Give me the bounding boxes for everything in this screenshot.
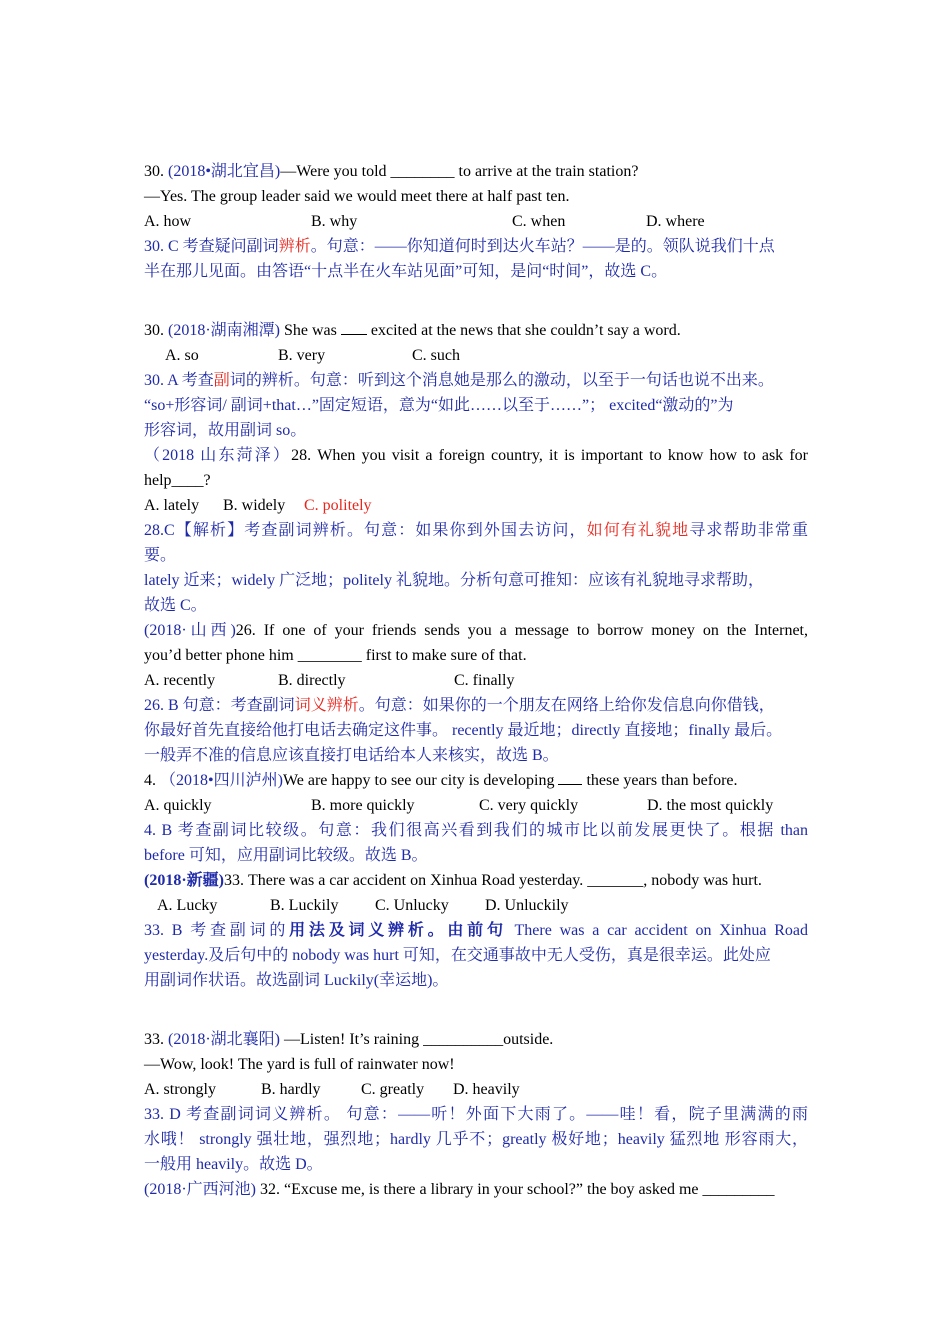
answer-explanation: 你最好首先直接给他打电话去确定这件事。 recently 最近地；directly 直接地；finally 最后。 bbox=[144, 722, 783, 739]
spacer bbox=[144, 284, 808, 318]
option-c: C. politely bbox=[304, 497, 372, 514]
question-stem: —Wow, look! The yard is full of rainwater now! bbox=[144, 1056, 455, 1073]
option-a: A. how bbox=[144, 213, 192, 230]
answer-blank bbox=[341, 320, 367, 335]
option-d: D. heavily bbox=[453, 1081, 520, 1098]
option-c: C. very quickly bbox=[479, 797, 579, 814]
answer-explanation: before 可知，应用副词比较级。故选 B。 bbox=[144, 847, 428, 864]
question-stem: 33. (2018·湖北襄阳) —Listen! It’s raining __________outside. bbox=[144, 1031, 554, 1048]
option-b: B. more quickly bbox=[311, 797, 415, 814]
document-page bbox=[144, 159, 808, 1202]
question-block-4 bbox=[144, 618, 808, 768]
answer-explanation: “so+形容词/ 副词+that…”固定短语，意为“如此……以至于……”； excited“激动的”为 bbox=[144, 397, 734, 414]
spacer bbox=[144, 993, 808, 1027]
option-a: A. Lucky bbox=[157, 897, 218, 914]
option-c: C. finally bbox=[454, 672, 515, 689]
options-row bbox=[144, 1077, 808, 1102]
option-a: A. strongly bbox=[144, 1081, 216, 1098]
answer-explanation: 一般弄不准的信息应该直接打电话给本人来核实，故选 B。 bbox=[144, 747, 559, 764]
answer-explanation: 30. C 考查疑问副词辨析。句意：——你知道何时到达火车站？——是的。领队说我们十点 bbox=[144, 238, 775, 255]
answer-explanation: 26. B 句意：考查副词词义辨析。句意：如果你的一个朋友在网络上给你发信息向你借钱， bbox=[144, 697, 775, 714]
question-block-8 bbox=[144, 1177, 808, 1202]
option-a: A. so bbox=[165, 347, 199, 364]
option-d: D. the most quickly bbox=[647, 797, 774, 814]
option-b: B. hardly bbox=[261, 1081, 321, 1098]
answer-blank bbox=[558, 770, 582, 785]
option-a: A. lately bbox=[144, 497, 200, 514]
options-row bbox=[144, 343, 808, 368]
source-tag: (2018·山西) bbox=[144, 622, 236, 639]
source-tag: (2018·广西河池) bbox=[144, 1181, 256, 1198]
answer-explanation: 30. A 考查副词的辨析。句意：听到这个消息她是那么的激动，以至于一句话也说不出来。 bbox=[144, 372, 774, 389]
option-c: C. greatly bbox=[361, 1081, 425, 1098]
question-stem: help____? bbox=[144, 472, 211, 489]
answer-explanation: 要。 bbox=[144, 547, 177, 564]
options-row bbox=[144, 668, 808, 693]
answer-explanation: 28.C【解析】考查副词辨析。句意：如果你到外国去访问，如何有礼貌地寻求帮助非常重 bbox=[144, 522, 808, 539]
option-b: B. directly bbox=[278, 672, 346, 689]
question-stem: 30. (2018·湖南湘潭) She was excited at the news that she couldn’t say a word. bbox=[144, 322, 681, 339]
source-tag: (2018•湖北宜昌) bbox=[168, 163, 281, 180]
answer-explanation: 33. B 考查副词的用法及词义辨析。由前句 There was a car accident on Xinhua Road bbox=[144, 922, 808, 939]
answer-explanation: 33. D 考查副词词义辨析。 句意：——听！外面下大雨了。——哇！看，院子里满满的雨 bbox=[144, 1106, 808, 1123]
option-c: C. such bbox=[412, 347, 460, 364]
question-stem: 30. (2018•湖北宜昌)—Were you told ________ to arrive at the train station? bbox=[144, 163, 639, 180]
answer-explanation: 一般用 heavily。故选 D。 bbox=[144, 1156, 323, 1173]
option-d: D. Unluckily bbox=[485, 897, 569, 914]
question-stem: (2018·新疆)33. There was a car accident on Xinhua Road yesterday. _______, nobody was hurt. bbox=[144, 872, 762, 889]
options-row bbox=[144, 209, 808, 234]
options-row bbox=[144, 893, 808, 918]
answer-explanation: 故选 C。 bbox=[144, 597, 207, 614]
option-c: C. Unlucky bbox=[375, 897, 449, 914]
question-block-2 bbox=[144, 318, 808, 443]
option-b: B. why bbox=[311, 213, 358, 230]
question-stem: (2018·山西)26. If one of your friends sends you a message to borrow money on the Internet, bbox=[144, 622, 808, 639]
question-stem: (2018·广西河池) 32. “Excuse me, is there a library in your school?” the boy asked me _________ bbox=[144, 1181, 775, 1198]
source-tag: (2018·湖南湘潭) bbox=[168, 322, 280, 339]
option-b: B. Luckily bbox=[270, 897, 339, 914]
answer-explanation: 水哦！ strongly 强壮地，强烈地；hardly 几乎不；greatly 极好地；heavily 猛烈地 形容雨大， bbox=[144, 1131, 808, 1148]
option-b: B. widely bbox=[223, 497, 286, 514]
option-a: A. quickly bbox=[144, 797, 212, 814]
option-a: A. recently bbox=[144, 672, 216, 689]
answer-explanation: 4. B 考查副词比较级。句意：我们很高兴看到我们的城市比以前发展更快了。根据 than bbox=[144, 822, 808, 839]
question-block-5 bbox=[144, 768, 808, 868]
question-stem: —Yes. The group leader said we would meet there at half past ten. bbox=[144, 188, 570, 205]
answer-explanation: yesterday.及后句中的 nobody was hurt 可知，在交通事故中无人受伤，真是很幸运。此处应 bbox=[144, 947, 771, 964]
options-row bbox=[144, 493, 808, 518]
option-b: B. very bbox=[278, 347, 326, 364]
question-block-3 bbox=[144, 443, 808, 618]
options-row bbox=[144, 793, 808, 818]
answer-explanation: 形容词，故用副词 so。 bbox=[144, 422, 307, 439]
question-stem: you’d better phone him ________ first to make sure of that. bbox=[144, 647, 527, 664]
option-d: D. where bbox=[646, 213, 705, 230]
answer-explanation: lately 近来；widely 广泛地；politely 礼貌地。分析句意可推知：应该有礼貌地寻求帮助， bbox=[144, 572, 764, 589]
question-block-7 bbox=[144, 1027, 808, 1177]
question-block-6 bbox=[144, 868, 808, 993]
answer-explanation: 用副词作状语。故选副词 Luckily(幸运地)。 bbox=[144, 972, 449, 989]
source-tag: （2018 山东菏泽） bbox=[144, 447, 292, 464]
option-c: C. when bbox=[512, 213, 566, 230]
source-tag: (2018·新疆) bbox=[144, 872, 224, 889]
source-tag: （2018•四川泸州) bbox=[160, 772, 283, 789]
question-block-1 bbox=[144, 159, 808, 284]
question-stem: 4. （2018•四川泸州)We are happy to see our city is developing these years than before. bbox=[144, 772, 738, 789]
question-stem: （2018 山东菏泽）28. When you visit a foreign country, it is important to know how to ask for bbox=[144, 447, 808, 464]
source-tag: (2018·湖北襄阳) bbox=[168, 1031, 280, 1048]
answer-explanation: 半在那儿见面。由答语“十点半在火车站见面”可知，是问“时间”，故选 C。 bbox=[144, 263, 668, 280]
